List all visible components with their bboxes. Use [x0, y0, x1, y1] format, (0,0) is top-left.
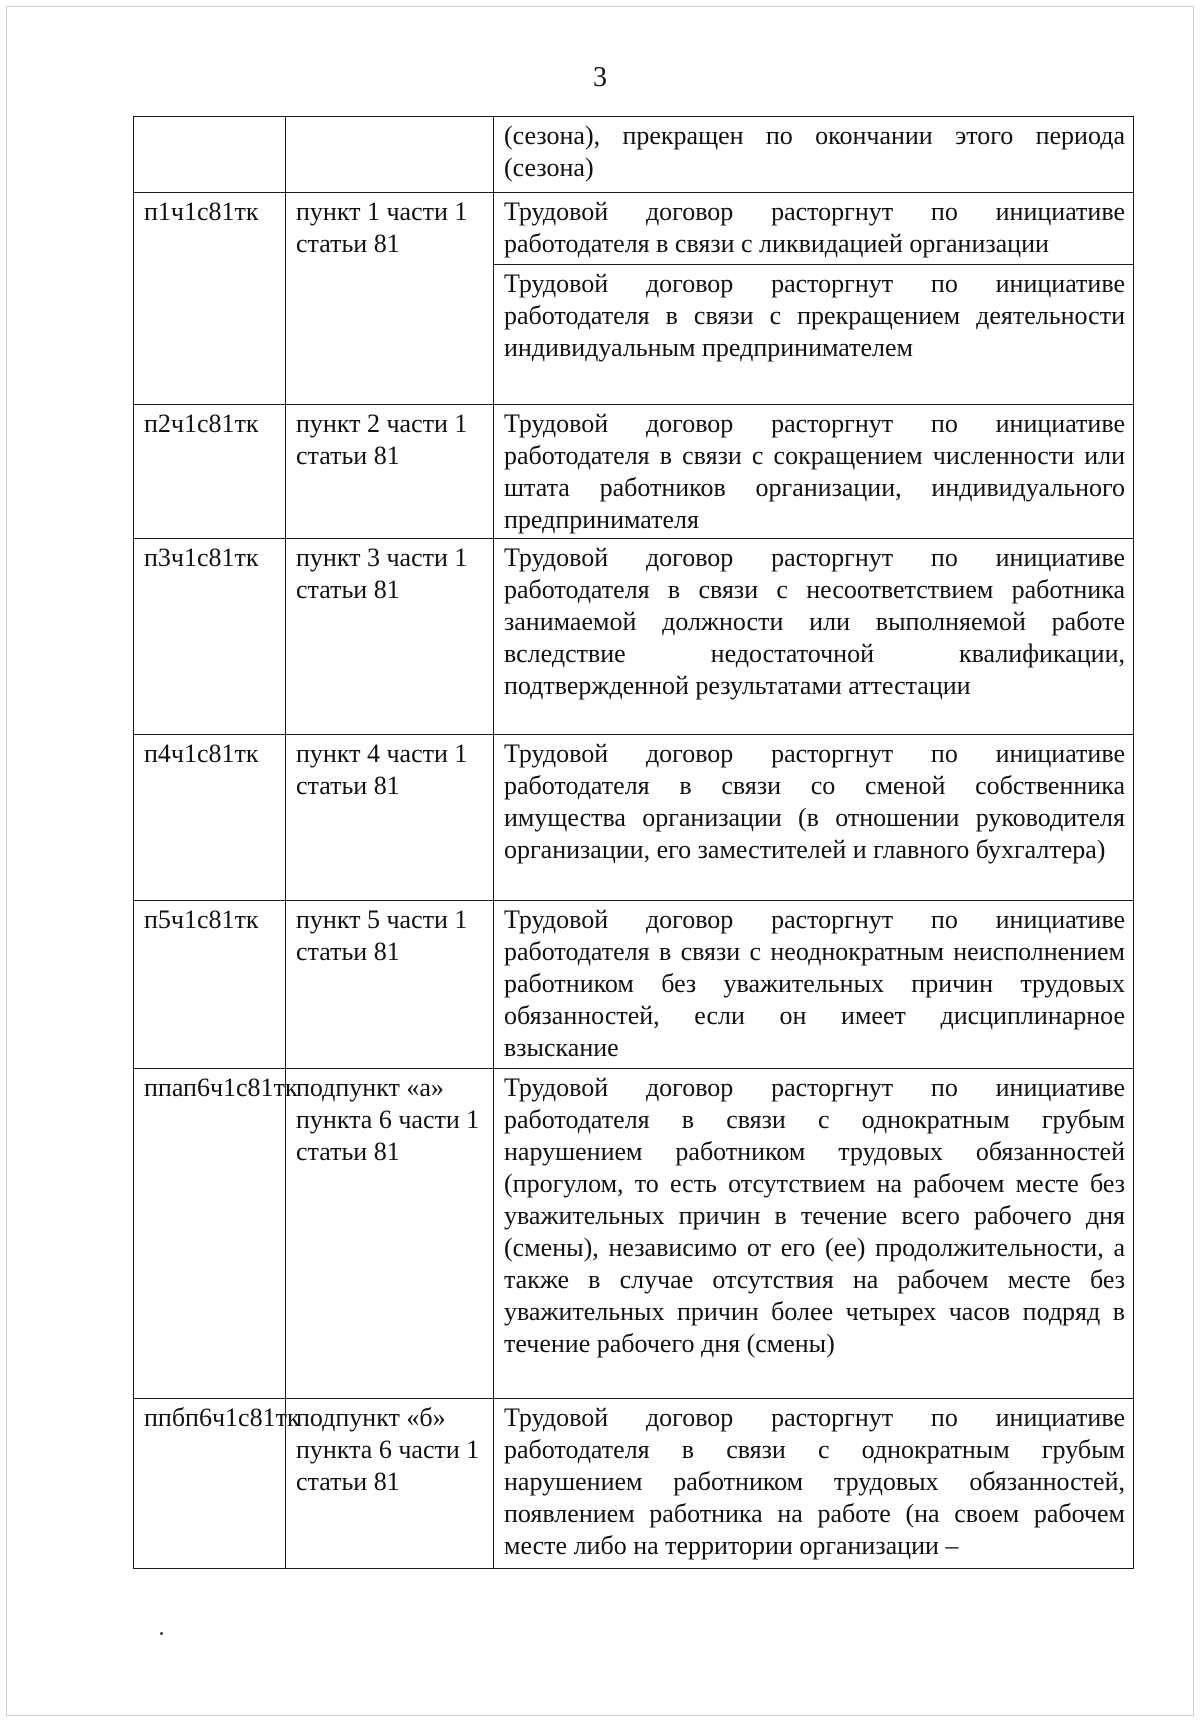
table-row: [134, 405, 1134, 539]
code-cell: ппап6ч1с81тк: [134, 1069, 286, 1399]
table-row: [134, 117, 1134, 193]
article-cell: подпункт «б» пункта 6 части 1 статьи 81: [286, 1399, 494, 1569]
article-cell: подпункт «а» пункта 6 части 1 статьи 81: [286, 1069, 494, 1399]
table-row: [134, 1399, 1134, 1569]
page-number: 3: [593, 62, 607, 93]
code-cell: [134, 117, 286, 193]
table-row: [134, 539, 1134, 735]
table-row: [134, 901, 1134, 1069]
article-cell: пункт 4 части 1 статьи 81: [286, 735, 494, 901]
table-row: [134, 1069, 1134, 1399]
description-cell: Трудовой договор расторгнут по инициативе работодателя в связи с однократным грубым нарушением работником трудовых обязанностей, появлением работника на работе (на своем рабочем месте либо на территории организации –: [494, 1399, 1134, 1569]
code-cell: п5ч1с81тк: [134, 901, 286, 1069]
table-row: [134, 735, 1134, 901]
description-cell: Трудовой договор расторгнут по инициативе работодателя в связи с прекращением деятельности индивидуальным предпринимателем: [494, 265, 1134, 405]
table-row: [134, 193, 1134, 265]
code-cell: ппбп6ч1с81тк: [134, 1399, 286, 1569]
description-cell: Трудовой договор расторгнут по инициативе работодателя в связи с однократным грубым нарушением работником трудовых обязанностей (прогулом, то есть отсутствием на рабочем месте без уважительных причин в течение всего рабочего дня (смены), независимо от его (ее) продолжительности, а также в случае отсутствия на рабочем месте без уважительных причин более четырех часов подряд в течение рабочего дня (смены): [494, 1069, 1134, 1399]
code-cell: п2ч1с81тк: [134, 405, 286, 539]
article-cell: пункт 1 части 1 статьи 81: [286, 193, 494, 405]
description-cell: Трудовой договор расторгнут по инициативе работодателя в связи с сокращением численности или штата работников организации, индивидуального предпринимателя: [494, 405, 1134, 539]
code-cell: п1ч1с81тк: [134, 193, 286, 405]
description-cell: Трудовой договор расторгнут по инициативе работодателя в связи со сменой собственника имущества организации (в отношении руководителя организации, его заместителей и главного бухгалтера): [494, 735, 1134, 901]
code-cell: п4ч1с81тк: [134, 735, 286, 901]
article-cell: [286, 117, 494, 193]
description-cell: (сезона), прекращен по окончании этого периода (сезона): [494, 117, 1134, 193]
article-cell: пункт 2 части 1 статьи 81: [286, 405, 494, 539]
scan-speck: [160, 1632, 163, 1635]
dismissal-codes-table: [133, 116, 1134, 1569]
description-cell: Трудовой договор расторгнут по инициативе работодателя в связи с несоответствием работника занимаемой должности или выполняемой работе вследствие недостаточной квалификации, подтвержденной результатами аттестации: [494, 539, 1134, 735]
description-cell: Трудовой договор расторгнут по инициативе работодателя в связи с ликвидацией организации: [494, 193, 1134, 265]
code-cell: п3ч1с81тк: [134, 539, 286, 735]
article-cell: пункт 5 части 1 статьи 81: [286, 901, 494, 1069]
description-cell: Трудовой договор расторгнут по инициативе работодателя в связи с неоднократным неисполнением работником без уважительных причин трудовых обязанностей, если он имеет дисциплинарное взыскание: [494, 901, 1134, 1069]
article-cell: пункт 3 части 1 статьи 81: [286, 539, 494, 735]
